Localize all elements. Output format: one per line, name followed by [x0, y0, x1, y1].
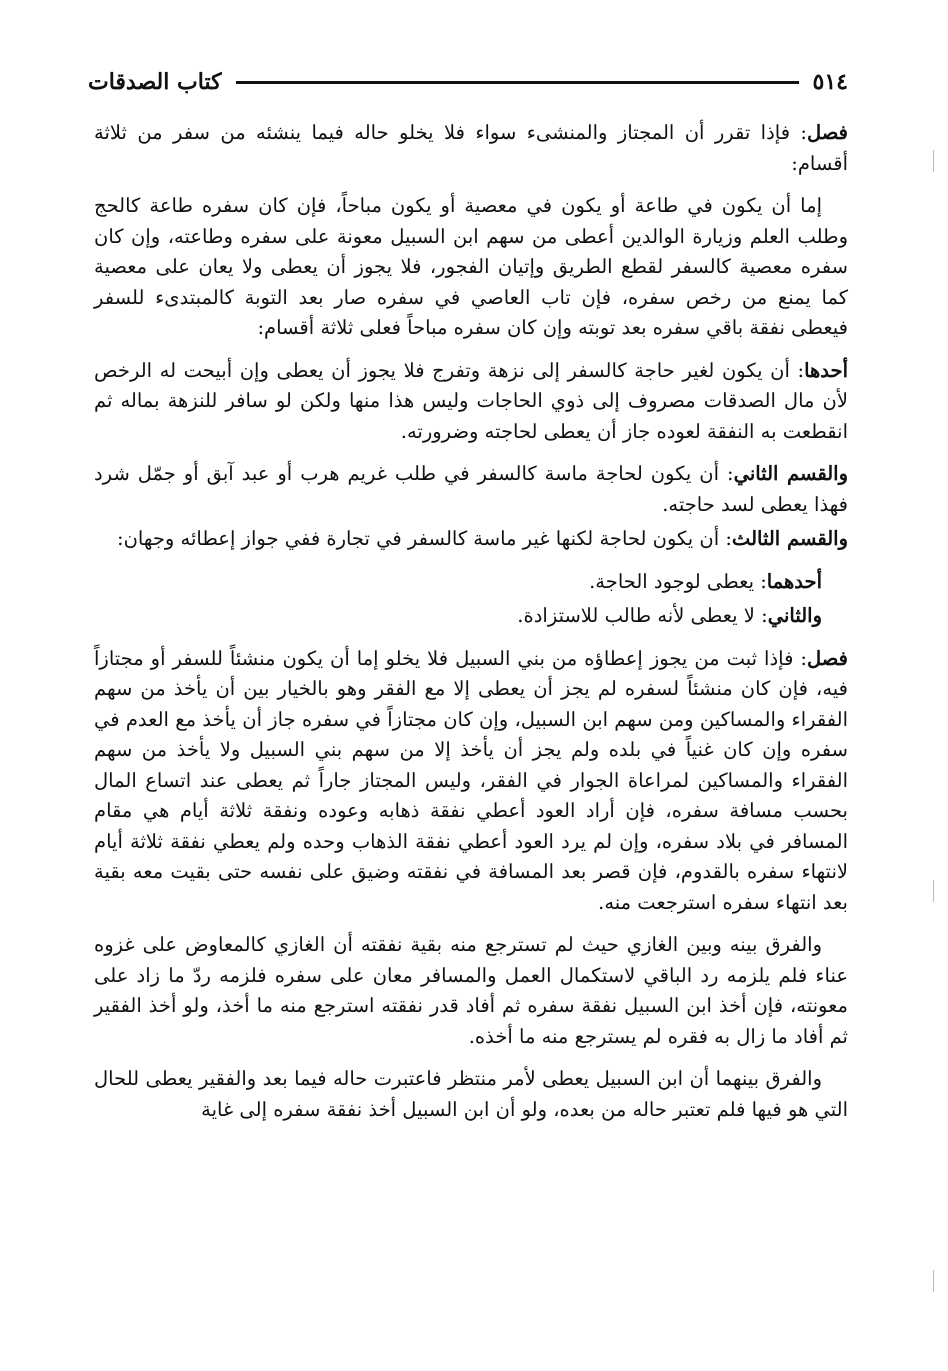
paragraph [94, 191, 848, 344]
header-rule [236, 81, 799, 84]
paragraph [94, 459, 848, 520]
paragraph-lead: فصل [807, 646, 848, 670]
paragraph-lead: أحدها [804, 358, 848, 382]
paragraph-text: : لا يعطى لأنه طالب للاستزادة. [517, 604, 768, 627]
paragraph-text: والفرق بينه وبين الغازي حيث لم تسترجع منه بقية نفقته أن الغازي كالمعاوض على غزوه عناء فلم يلزمه رد الباقي لاستكمال العمل والمسافر معان على سفره فلزمه ردّ ما زاد على معونته، فإن أخذ ابن السبيل نفقة سفره ثم أفاد قدر نفقته استرجع منه ما أخذ، ولو أخذ الفقير ثم أفاد ما زال به فقره لم يسترجع منه ما أخذه. [94, 933, 848, 1048]
page-body [94, 118, 848, 1137]
paragraph-lead: والقسم الثاني [733, 462, 848, 485]
margin-mark [933, 1270, 934, 1292]
paragraph-text: إما أن يكون في طاعة أو يكون في معصية أو يكون مباحاً، فإن كان سفره طاعة كالحج وطلب العلم وزيارة الوالدين أعطى من سهم ابن السبيل معونة على سفره وطاعته، وإن كان سفره معصية كالسفر لقطع الطريق وإتيان الفجور، فلا يجوز أن يعطى ولا يعان على معصية كما يمنع من رخص سفره، فإن تاب العاصي في سفره صار بعد التوبة كالمبتدىء للسفر فيعطى نفقة باقي سفره بعد توبته وإن كان سفره مباحاً فعلى ثلاثة أقسام: [94, 194, 848, 339]
paragraph-text: : فإذا تقرر أن المجتاز والمنشىء سواء فلا يخلو حاله فيما ينشئه من سفر من ثلاثة أقسام: [94, 121, 848, 175]
margin-mark [933, 880, 934, 902]
paragraph [94, 1064, 848, 1125]
paragraph [94, 930, 848, 1052]
paragraph [94, 567, 848, 598]
paragraph-text: : يعطى لوجود الحاجة. [589, 569, 767, 593]
paragraph-lead: أحدهما [766, 569, 822, 593]
page-number: ٥١٤ [812, 69, 848, 95]
paragraph-text: : أن يكون لغير حاجة كالسفر إلى نزهة وتفرج فلا يجوز أن يعطى وإن أبيحت له الرخص لأن مال الصدقات مصروف إلى ذوي الحاجات وليس هذا منها ولكن لو سافر للنزهة بماله ثم انقطعت به النفقة لعوده جاز أن يعطى لحاجته وضرورته. [94, 358, 848, 443]
paragraph [94, 601, 848, 632]
paragraph-lead: والثاني [767, 604, 822, 627]
paragraph [94, 644, 848, 919]
paragraph-text: : أن يكون لحاجة ماسة كالسفر في طلب غريم هرب أو عبد آبق أو جمّل شرد فهذا يعطى لسد حاجته. [94, 462, 848, 516]
paragraph-lead: فصل [807, 121, 848, 144]
paragraph-text: : أن يكون لحاجة لكنها غير ماسة كالسفر في تجارة ففي جواز إعطائه وجهان: [117, 527, 732, 550]
paragraph [94, 356, 848, 448]
book-title: كتاب الصدقات [88, 69, 222, 95]
margin-mark [933, 150, 934, 172]
paragraph [94, 118, 848, 179]
paragraph [94, 524, 848, 555]
paragraph-lead: والقسم الثالث [731, 527, 848, 550]
paragraph-text: : فإذا ثبت من يجوز إعطاؤه من بني السبيل فلا يخلو إما أن يكون منشئاً للسفر أو مجتازاً فيه، فإن كان منشئاً لسفره لم يجز أن يعطى إلا مع الفقر وهو بالخيار بين أن يأخذ من سهم الفقراء والمساكين ومن سهم ابن السبيل، وإن كان مجتازاً في سفره جاز أن يأخذ مع العدم في سفره وإن كان غنياً في بلده ولم يجز أن يأخذ إلا من سهم بني السبيل ولا يأخذ من سهم الفقراء والمساكين لمراعاة الجوار في الفقر، وليس المجتاز جاراً ثم يعطى عند اتساع المال بحسب مسافة سفره، فإن أراد العود أعطي نفقة ذهابه وعوده ونفقة ثلاثة أيام هي مقام المسافر في بلاد سفره، وإن لم يرد العود أعطي نفقة الذهاب وحده ولم يعطي نفقة ثلاثة أيام لانتهاء سفره بالقدوم، فإن قصر بعد المسافة في نفقته وضيق على نفسه حتى بقيت معه بقية بعد انتهاء سفره استرجعت منه. [94, 646, 848, 914]
paragraph-text: والفرق بينهما أن ابن السبيل يعطى لأمر منتظر فاعتبرت حاله فيما بعد والفقير يعطى للحال التي هو فيها فلم تعتبر حاله من بعده، ولو أن ابن السبيل أخذ نفقة سفره إلى غاية [94, 1067, 848, 1121]
page-header [88, 62, 848, 102]
